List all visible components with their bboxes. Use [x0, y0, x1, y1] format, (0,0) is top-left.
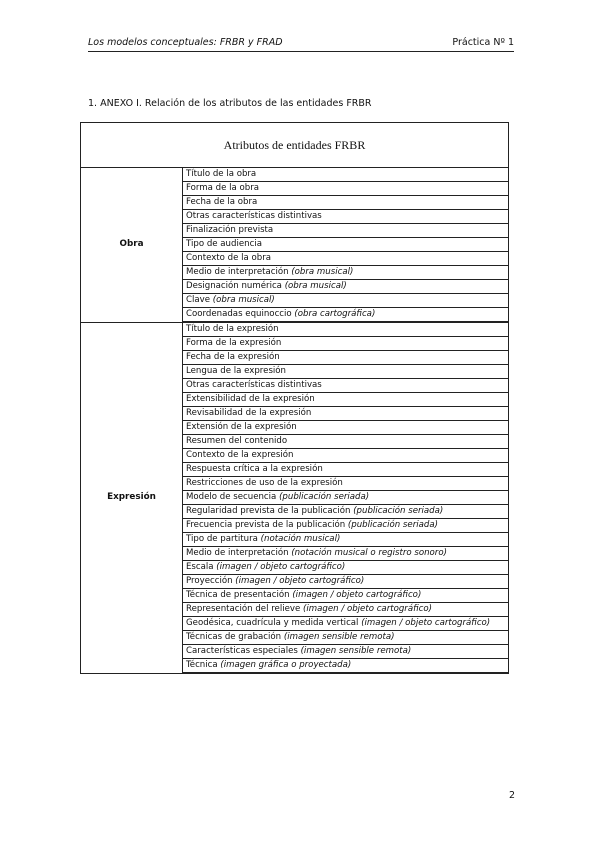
table-caption: Atributos de entidades FRBR: [81, 123, 509, 168]
attribute-cell: [183, 519, 509, 533]
attribute-name: Medio de interpretación: [186, 267, 289, 277]
attribute-cell: [183, 294, 509, 308]
entity-label: Obra: [81, 168, 183, 323]
attribute-qualifier: (obra cartográfica): [294, 309, 376, 319]
attribute-name: Contexto de la expresión: [186, 450, 294, 460]
attribute-name: Respuesta crítica a la expresión: [186, 464, 323, 474]
attribute-qualifier: (imagen / objeto cartográfico): [292, 590, 422, 600]
attribute-name: Modelo de secuencia: [186, 492, 277, 502]
attribute-qualifier: (publicación seriada): [347, 520, 438, 530]
table-caption-row: [81, 123, 509, 168]
attribute-cell: [183, 308, 509, 323]
attribute-qualifier: (imagen sensible remota): [300, 646, 412, 656]
page-header: [88, 37, 514, 52]
attribute-cell: [183, 645, 509, 659]
attribute-name: Otras características distintivas: [186, 211, 322, 221]
table-row: [81, 168, 509, 182]
attribute-name: Coordenadas equinoccio: [186, 309, 292, 319]
attribute-cell: [183, 379, 509, 393]
attribute-name: Forma de la expresión: [186, 338, 282, 348]
attribute-name: Otras características distintivas: [186, 380, 322, 390]
attribute-cell: [183, 168, 509, 182]
attribute-cell: [183, 351, 509, 365]
attribute-cell: [183, 617, 509, 631]
attribute-cell: [183, 266, 509, 280]
attribute-cell: [183, 407, 509, 421]
attribute-qualifier: (obra musical): [212, 295, 275, 305]
attribute-cell: [183, 252, 509, 266]
section-title: 1. ANEXO I. Relación de los atributos de las entidades FRBR: [88, 98, 372, 109]
attribute-cell: [183, 280, 509, 294]
attribute-qualifier: (obra musical): [284, 281, 347, 291]
attribute-qualifier: (publicación seriada): [279, 492, 370, 502]
attribute-cell: [183, 491, 509, 505]
attribute-cell: [183, 365, 509, 379]
attribute-name: Contexto de la obra: [186, 253, 272, 263]
attribute-name: Restricciones de uso de la expresión: [186, 478, 343, 488]
attribute-cell: [183, 505, 509, 519]
attribute-qualifier: (notación musical): [260, 534, 341, 544]
attribute-name: Finalización prevista: [186, 225, 274, 235]
attribute-qualifier: (publicación seriada): [353, 506, 444, 516]
attribute-name: Clave: [186, 295, 211, 305]
attribute-cell: [183, 533, 509, 547]
attribute-cell: [183, 435, 509, 449]
attribute-name: Geodésica, cuadrícula y medida vertical: [186, 618, 359, 628]
attribute-name: Representación del relieve: [186, 604, 301, 614]
attribute-name: Regularidad prevista de la publicación: [186, 506, 351, 516]
attributes-table: [80, 122, 509, 674]
attribute-name: Tipo de partitura: [186, 534, 258, 544]
attribute-cell: [183, 463, 509, 477]
attribute-qualifier: (obra musical): [291, 267, 354, 277]
attribute-cell: [183, 547, 509, 561]
attribute-name: Técnica de presentación: [186, 590, 290, 600]
attribute-name: Técnicas de grabación: [186, 632, 282, 642]
attribute-qualifier: (imagen / objeto cartográfico): [361, 618, 491, 628]
attribute-name: Revisabilidad de la expresión: [186, 408, 312, 418]
attribute-name: Extensión de la expresión: [186, 422, 297, 432]
attribute-name: Título de la expresión: [186, 324, 279, 334]
attribute-cell: [183, 182, 509, 196]
attribute-cell: [183, 449, 509, 463]
page-number: 2: [509, 790, 516, 801]
attribute-cell: [183, 337, 509, 351]
attribute-name: Técnica: [186, 660, 218, 670]
attribute-name: Fecha de la obra: [186, 197, 258, 207]
attribute-name: Designación numérica: [186, 281, 282, 291]
attribute-name: Frecuencia prevista de la publicación: [186, 520, 346, 530]
attribute-cell: [183, 561, 509, 575]
attribute-qualifier: (imagen sensible remota): [283, 632, 395, 642]
attribute-qualifier: (notación musical o registro sonoro): [291, 548, 447, 558]
attribute-cell: [183, 393, 509, 407]
attribute-name: Resumen del contenido: [186, 436, 288, 446]
table-row: [81, 322, 509, 337]
attribute-cell: [183, 238, 509, 252]
header-title: Los modelos conceptuales: FRBR y FRAD: [88, 37, 283, 48]
attribute-cell: [183, 589, 509, 603]
attribute-cell: [183, 196, 509, 210]
attribute-cell: [183, 421, 509, 435]
attribute-qualifier: (imagen gráfica o proyectada): [220, 660, 352, 670]
attribute-cell: [183, 659, 509, 674]
attribute-cell: [183, 575, 509, 589]
attribute-cell: [183, 603, 509, 617]
attribute-qualifier: (imagen / objeto cartográfico): [216, 562, 346, 572]
attribute-name: Escala: [186, 562, 214, 572]
attribute-name: Características especiales: [186, 646, 298, 656]
attribute-cell: [183, 631, 509, 645]
attribute-name: Extensibilidad de la expresión: [186, 394, 315, 404]
attribute-name: Proyección: [186, 576, 233, 586]
attribute-cell: [183, 210, 509, 224]
attribute-cell: [183, 224, 509, 238]
attribute-name: Título de la obra: [186, 169, 257, 179]
attribute-qualifier: (imagen / objeto cartográfico): [303, 604, 432, 614]
attribute-cell: [183, 477, 509, 491]
attribute-name: Tipo de audiencia: [186, 239, 262, 249]
attribute-name: Fecha de la expresión: [186, 352, 280, 362]
attribute-qualifier: (imagen / objeto cartográfico): [235, 576, 365, 586]
attribute-cell: [183, 322, 509, 337]
attribute-name: Forma de la obra: [186, 183, 260, 193]
entity-label: Expresión: [81, 322, 183, 673]
header-practice-number: Práctica Nº 1: [452, 37, 514, 48]
attribute-name: Medio de interpretación: [186, 548, 289, 558]
attribute-name: Lengua de la expresión: [186, 366, 287, 376]
